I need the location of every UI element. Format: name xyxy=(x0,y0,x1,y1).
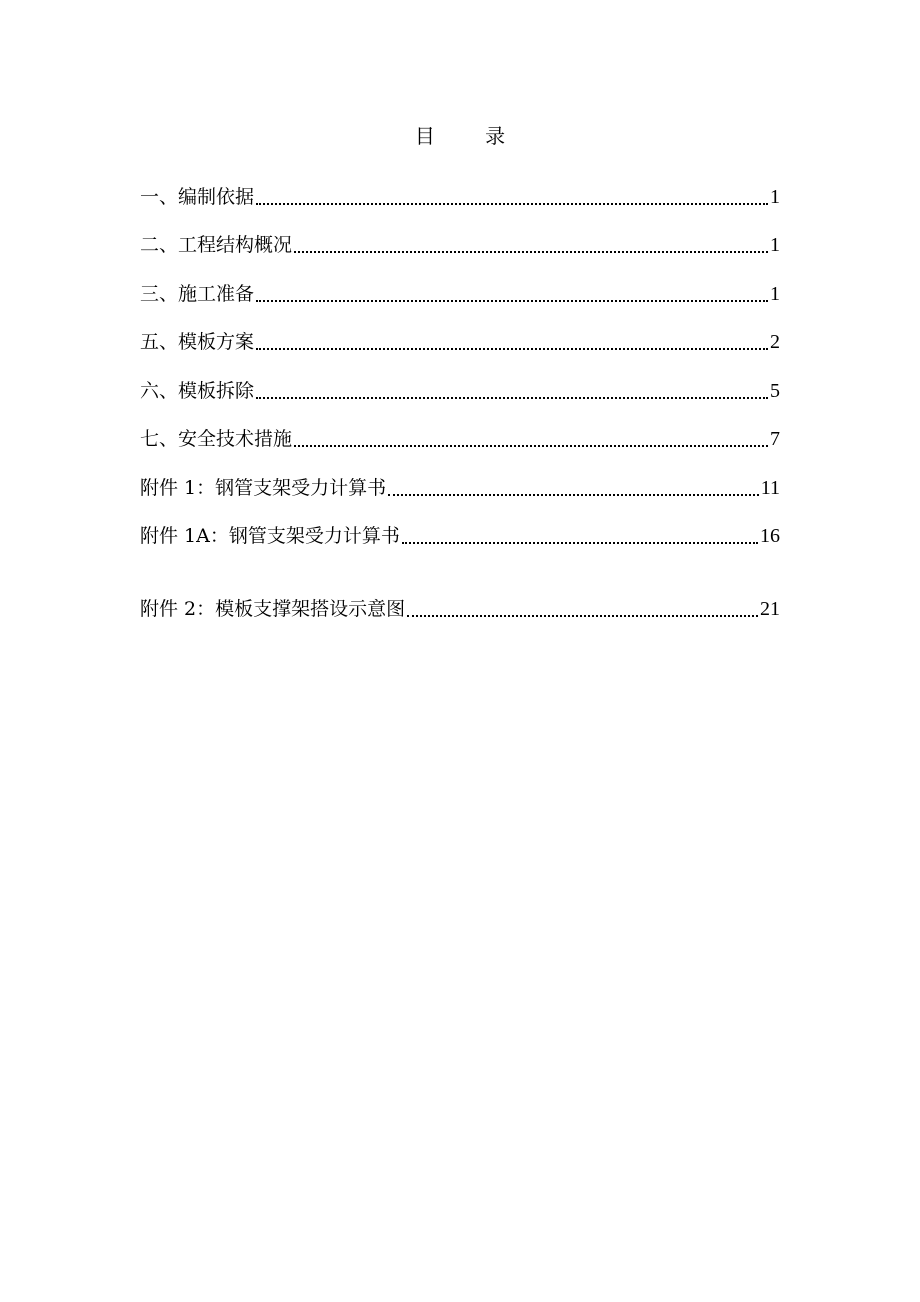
toc-entry[interactable] xyxy=(140,166,780,215)
toc-dot-leader xyxy=(294,250,768,253)
toc-page-number: 11 xyxy=(760,476,780,499)
toc-entry[interactable] xyxy=(140,263,780,312)
toc-entry-title: 二、工程结构概况 xyxy=(140,234,293,256)
toc-entry-title: 六、模板拆除 xyxy=(140,379,255,402)
table-of-contents xyxy=(140,166,780,627)
toc-entry[interactable] xyxy=(140,506,780,555)
toc-page-number: 1 xyxy=(770,282,780,305)
toc-entry-title: 附件 2：模板支撑架搭设示意图 xyxy=(140,597,406,620)
toc-dot-leader xyxy=(294,444,768,447)
toc-page-number: 2 xyxy=(770,331,780,353)
toc-dot-leader xyxy=(256,202,768,205)
toc-entry[interactable] xyxy=(140,457,780,506)
toc-entry[interactable] xyxy=(140,215,780,264)
toc-entry-title: 五、模板方案 xyxy=(140,331,255,353)
toc-entry[interactable] xyxy=(140,409,780,458)
toc-entry-title: 附件 1A：钢管支架受力计算书 xyxy=(140,525,400,547)
toc-entry[interactable] xyxy=(140,312,780,361)
toc-page-number: 16 xyxy=(760,525,780,547)
toc-page-number: 1 xyxy=(770,185,780,208)
toc-page-number: 7 xyxy=(770,428,780,450)
toc-dot-leader xyxy=(388,493,759,496)
toc-entry-title: 附件 1：钢管支架受力计算书 xyxy=(140,476,387,499)
toc-entry[interactable] xyxy=(140,578,780,627)
toc-entry-title: 一、编制依据 xyxy=(140,185,255,208)
toc-dot-leader xyxy=(407,614,758,617)
toc-page-number: 5 xyxy=(770,379,780,402)
toc-entry-title: 三、施工准备 xyxy=(140,282,255,305)
toc-entry-title: 七、安全技术措施 xyxy=(140,428,293,450)
toc-dot-leader xyxy=(256,396,768,399)
toc-page-number: 1 xyxy=(770,234,780,256)
toc-page-number: 21 xyxy=(760,597,780,620)
toc-title: 目 录 xyxy=(414,124,528,148)
toc-entry[interactable] xyxy=(140,360,780,409)
toc-dot-leader xyxy=(256,299,768,302)
toc-dot-leader xyxy=(256,347,768,350)
toc-dot-leader xyxy=(402,541,758,544)
